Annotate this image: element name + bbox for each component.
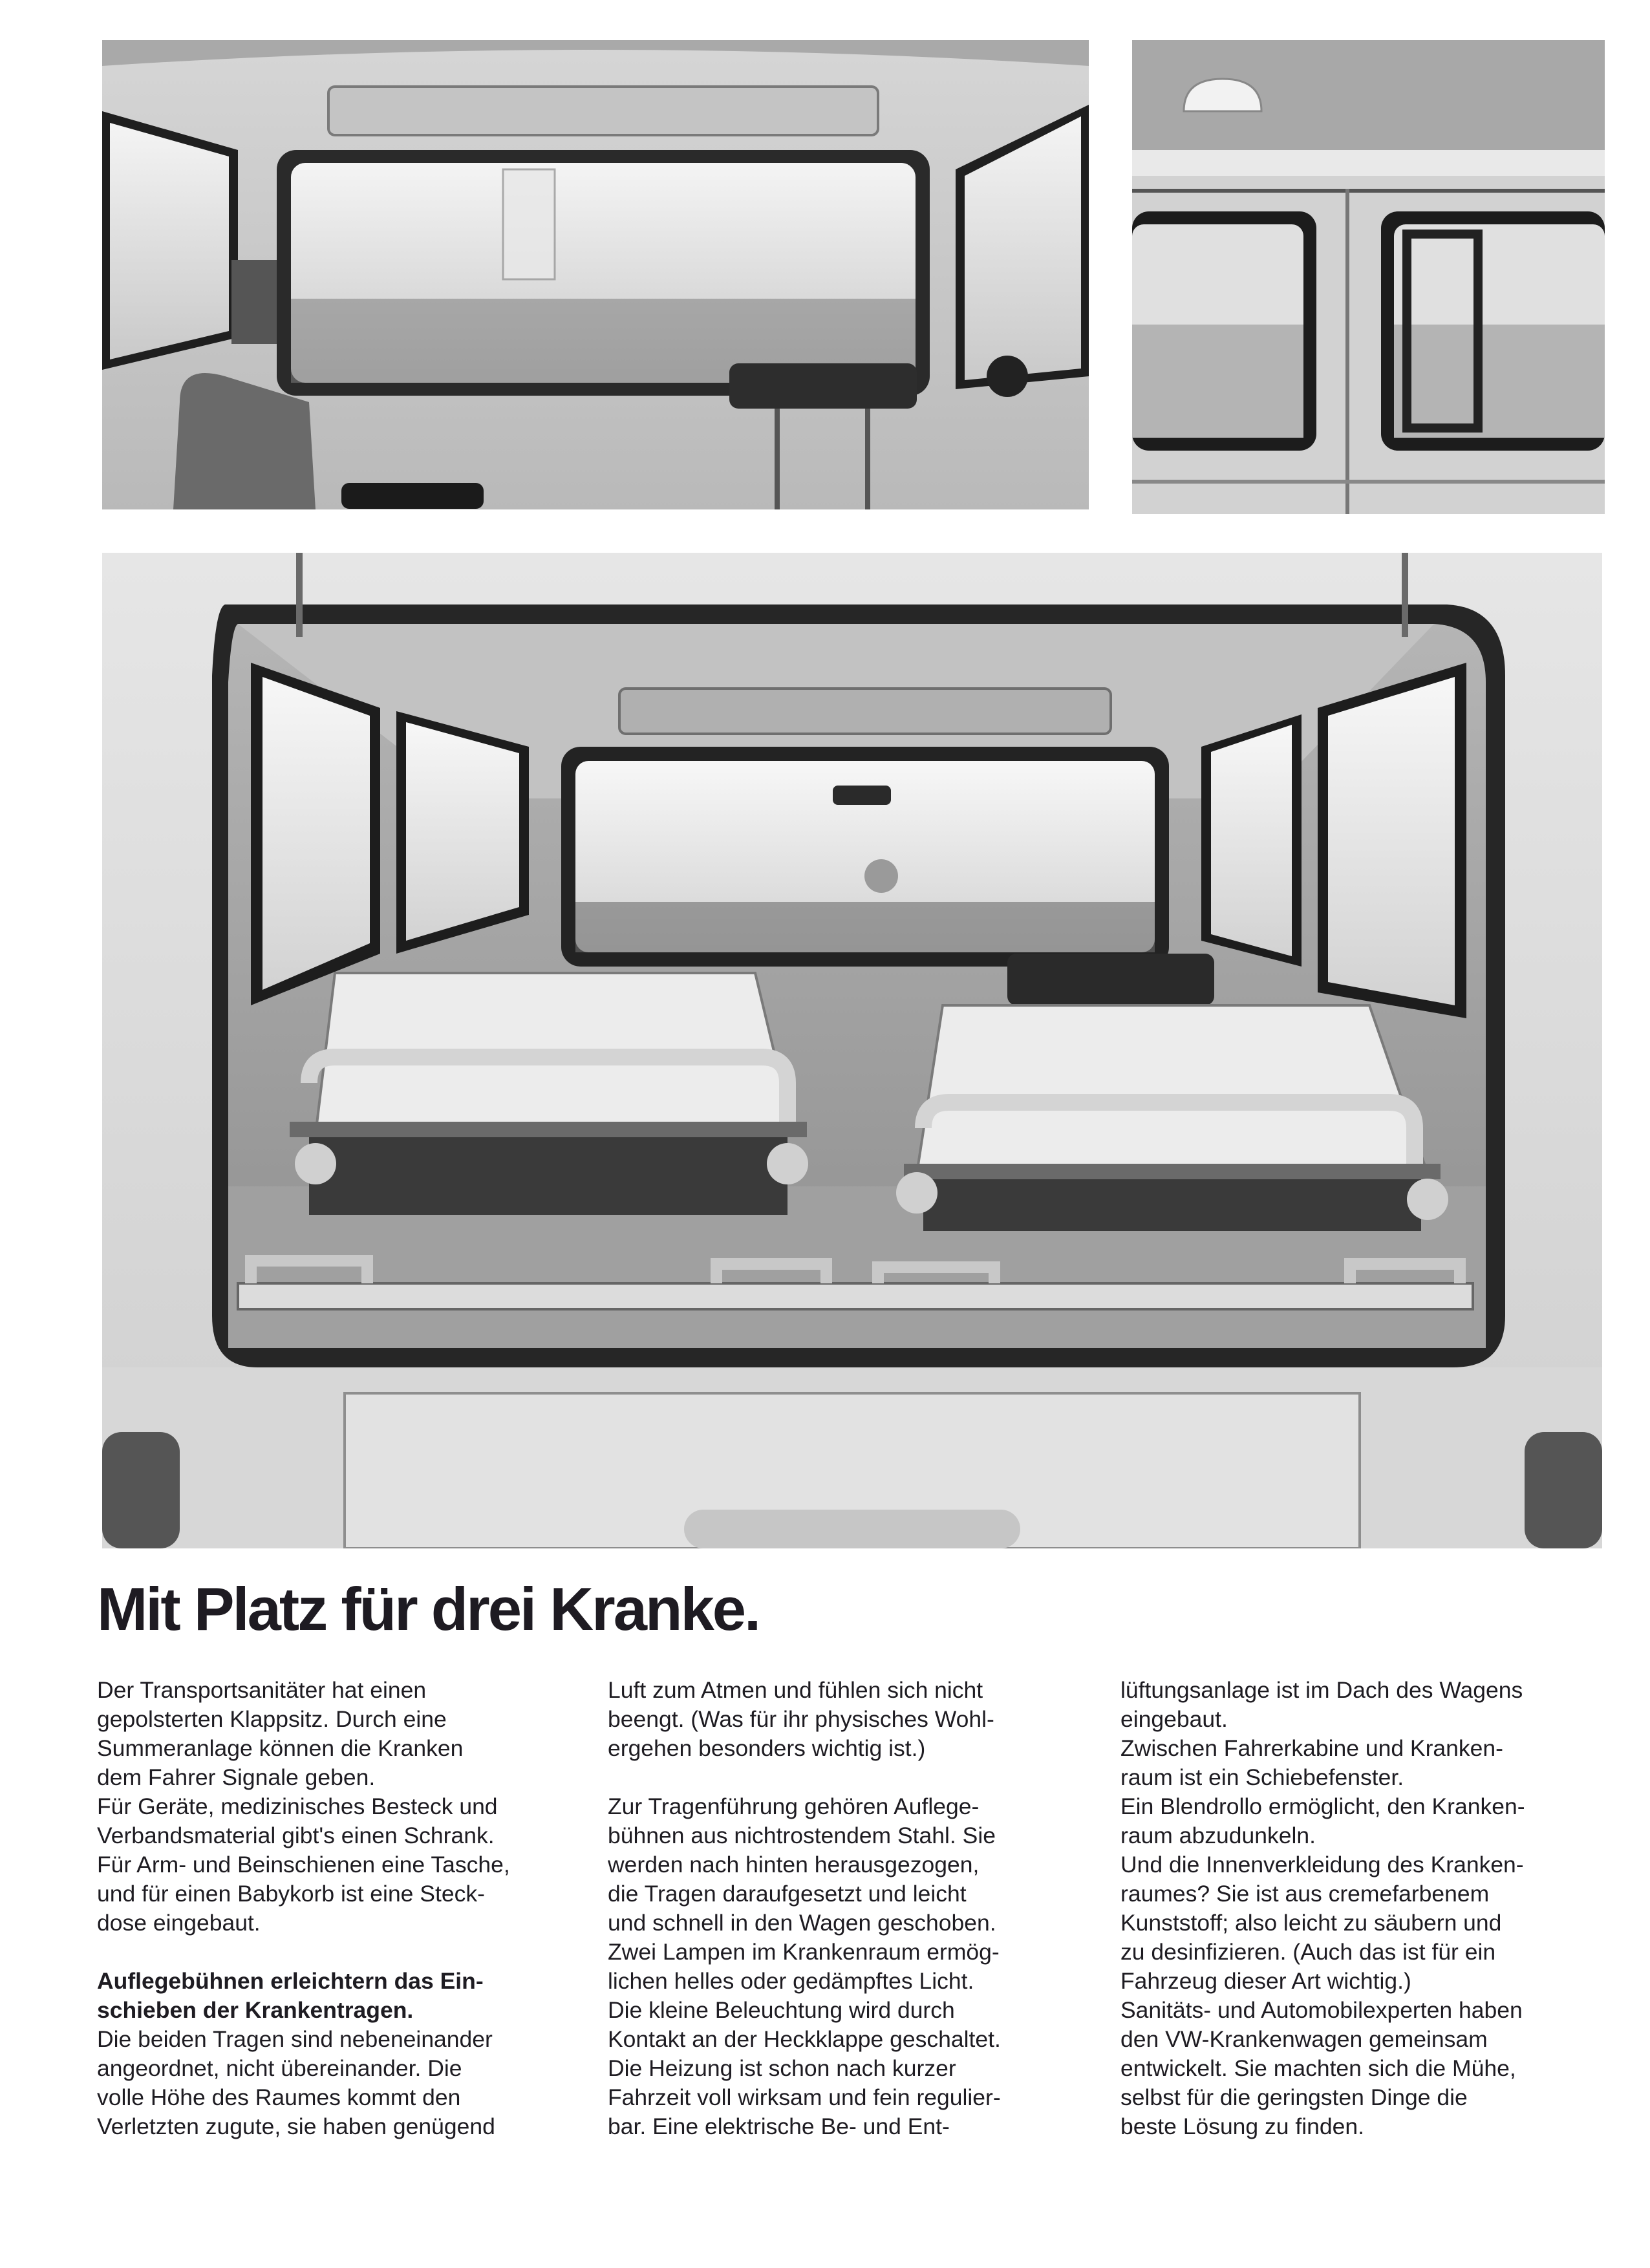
text-line: Verbandsmaterial gibt's einen Schrank.	[97, 1823, 495, 1848]
text-line: selbst für die geringsten Dinge die	[1120, 2084, 1468, 2110]
text-line: Luft zum Atmen und fühlen sich nicht	[608, 1677, 983, 1703]
text-line: Fahrzeug dieser Art wichtig.)	[1120, 1968, 1411, 1994]
text-line: und schnell in den Wagen geschoben.	[608, 1910, 996, 1936]
text-line: dose eingebaut.	[97, 1910, 261, 1936]
subheading-line: schieben der Krankentragen.	[97, 1997, 414, 2023]
text-column-3	[1120, 1676, 1612, 2141]
paragraph	[97, 1676, 588, 1938]
text-line: bar. Eine elektrische Be- und Ent-	[608, 2113, 950, 2139]
text-line: beengt. (Was für ihr physisches Wohl-	[608, 1706, 994, 1732]
text-line: raum ist ein Schiebefenster.	[1120, 1764, 1404, 1790]
text-line: Zwischen Fahrerkabine und Kranken-	[1120, 1735, 1503, 1761]
text-line: lichen helles oder gedämpftes Licht.	[608, 1968, 974, 1994]
text-line: volle Höhe des Raumes kommt den	[97, 2084, 461, 2110]
headline: Mit Platz für drei Kranke.	[97, 1575, 760, 1643]
text-line: Summeranlage können die Kranken	[97, 1735, 464, 1761]
text-line: und für einen Babykorb ist eine Steck-	[97, 1881, 485, 1907]
photo-rear-stretchers	[102, 553, 1602, 1548]
text-line: Verletzten zugute, sie haben genügend	[97, 2113, 495, 2139]
paragraph	[608, 1792, 1099, 2141]
text-line: Die kleine Beleuchtung wird durch	[608, 1997, 955, 2023]
paragraph	[608, 1676, 1099, 1763]
text-line: Der Transportsanitäter hat einen	[97, 1677, 427, 1703]
text-line: Sanitäts- und Automobilexperten haben	[1120, 1997, 1523, 2023]
text-line: raumes? Sie ist aus cremefarbenem	[1120, 1881, 1490, 1907]
text-line: gepolsterten Klappsitz. Durch eine	[97, 1706, 447, 1732]
text-line: Für Geräte, medizinisches Besteck und	[97, 1793, 498, 1819]
text-line: werden nach hinten herausgezogen,	[608, 1852, 980, 1878]
text-line: Für Arm- und Beinschienen eine Tasche,	[97, 1852, 510, 1878]
text-line: die Tragen daraufgesetzt und leicht	[608, 1881, 967, 1907]
text-line: raum abzudunkeln.	[1120, 1823, 1316, 1848]
text-line: zu desinfizieren. (Auch das ist für ein	[1120, 1939, 1496, 1965]
text-line: beste Lösung zu finden.	[1120, 2113, 1364, 2139]
text-line: den VW-Krankenwagen gemeinsam	[1120, 2026, 1488, 2052]
text-line: eingebaut.	[1120, 1706, 1228, 1732]
text-line: Ein Blendrollo ermöglicht, den Kranken-	[1120, 1793, 1525, 1819]
text-line: bühnen aus nichtrostendem Stahl. Sie	[608, 1823, 996, 1848]
text-line: Zur Tragenführung gehören Auflege-	[608, 1793, 980, 1819]
text-line: Und die Innenverkleidung des Kranken-	[1120, 1852, 1524, 1878]
paragraph	[1120, 1676, 1612, 2141]
paragraph	[97, 1967, 588, 2141]
text-line: lüftungsanlage ist im Dach des Wagens	[1120, 1677, 1523, 1703]
text-line: ergehen besonders wichtig ist.)	[608, 1735, 926, 1761]
text-line: Kontakt an der Heckklappe geschaltet.	[608, 2026, 1001, 2052]
text-column-2	[608, 1676, 1099, 2141]
text-line: dem Fahrer Signale geben.	[97, 1764, 376, 1790]
text-line: Die Heizung ist schon nach kurzer	[608, 2055, 956, 2081]
text-line: Zwei Lampen im Krankenraum ermög-	[608, 1939, 1000, 1965]
text-line: Kunststoff; also leicht zu säubern und	[1120, 1910, 1502, 1936]
photo-interior-cab	[102, 40, 1089, 509]
text-line: Fahrzeit voll wirksam und fein regulier-	[608, 2084, 1001, 2110]
text-line: angeordnet, nicht übereinander. Die	[97, 2055, 462, 2081]
text-column-1	[97, 1676, 588, 2141]
subheading-line: Auflegebühnen erleichtern das Ein-	[97, 1968, 484, 1994]
photo-exterior-side	[1132, 40, 1605, 514]
text-line: entwickelt. Sie machten sich die Mühe,	[1120, 2055, 1516, 2081]
text-line: Die beiden Tragen sind nebeneinander	[97, 2026, 493, 2052]
